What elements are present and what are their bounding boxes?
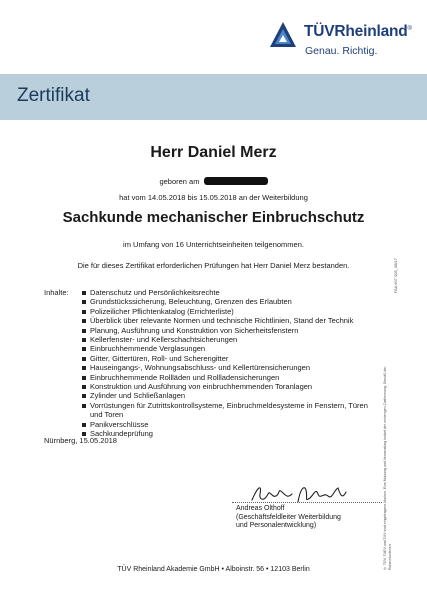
logo-tagline: Genau. Richtig. <box>305 45 378 57</box>
signature-line <box>232 502 382 503</box>
signer-role: (Geschäftsfeldleiter Weiterbildung <box>236 513 341 521</box>
scope-line: im Umfang von 16 Unterrichtseinheiten teilgenommen. <box>123 240 304 249</box>
passed-line: Die für dieses Zertifikat erforderlichen Prüfungen hat Herr Daniel Merz bestanden. <box>77 261 350 270</box>
list-item: Panikverschlüsse <box>82 420 382 429</box>
list-item: Polizeilicher Pflichtenkatalog (Errichterliste) <box>82 307 382 316</box>
contents-list <box>82 288 382 439</box>
trademark-note: ® TÜV, TUEV und TUV sind eingetragene Marken. Eine Nutzung und Verwendung bedarf der vorherigen Zustimmung. Gemäß der Rahmenkriterien. <box>383 366 392 570</box>
date-line: hat vom 14.05.2018 bis 15.05.2018 an der Weiterbildung <box>119 193 308 202</box>
place-date: Nürnberg, 15.05.2018 <box>44 436 117 445</box>
title-band <box>0 74 427 120</box>
signer-name: Andreas Olthoff <box>236 505 285 512</box>
list-item: Einbruchhemmende Verglasungen <box>82 344 382 353</box>
signer-role-cont: und Personalentwicklung) <box>236 522 317 530</box>
triangle-logo-icon <box>268 20 298 50</box>
list-item: Kellerfenster- und Kellerschachtsicherungen <box>82 335 382 344</box>
list-item: Zylinder und Schließanlagen <box>82 391 382 400</box>
list-item: Grundstückssicherung, Beleuchtung, Grenzen des Erlaubten <box>82 297 382 306</box>
footer-address: TÜV Rheinland Akademie GmbH • Alboinstr. 56 • 12103 Berlin <box>117 566 310 573</box>
list-item: Konstruktion und Ausführung von einbruchhemmenden Toranlagen <box>82 382 382 391</box>
birth-line <box>0 177 427 186</box>
course-title: Sachkunde mechanischer Einbruchschutz <box>62 209 365 226</box>
signer-block <box>236 505 386 531</box>
list-item: Datenschutz und Persönlichkeitsrechte <box>82 288 382 297</box>
list-item: Gitter, Gittertüren, Roll- und Scherengitter <box>82 354 382 363</box>
list-item: Vorrüstungen für Zutrittskontrollsysteme, Einbruchmeldesysteme in Fenstern, Türen und Toren <box>82 401 382 420</box>
document-code: FAA 607 005_08/17 <box>393 258 398 294</box>
tuv-rheinland-logo <box>268 18 418 62</box>
contents-label: Inhalte: <box>44 288 69 297</box>
list-item: Überblick über relevante Normen und technische Richtlinien, Stand der Technik <box>82 316 382 325</box>
redacted-birthdate <box>204 177 268 185</box>
list-item: Hauseingangs-, Wohnungsabschluss- und Kellertürensicherungen <box>82 363 382 372</box>
list-item: Sachkundeprüfung <box>82 429 382 438</box>
signature-image <box>248 480 358 508</box>
list-item: Planung, Ausführung und Konstruktion von Sicherheitsfenstern <box>82 326 382 335</box>
list-item: Einbruchhemmende Rollläden und Rollladensicherungen <box>82 373 382 382</box>
logo-name: TÜVRheinland® <box>304 23 412 40</box>
recipient-name: Herr Daniel Merz <box>150 144 277 161</box>
certificate-title: Zertifikat <box>17 85 90 106</box>
born-label: geboren am <box>159 177 200 186</box>
